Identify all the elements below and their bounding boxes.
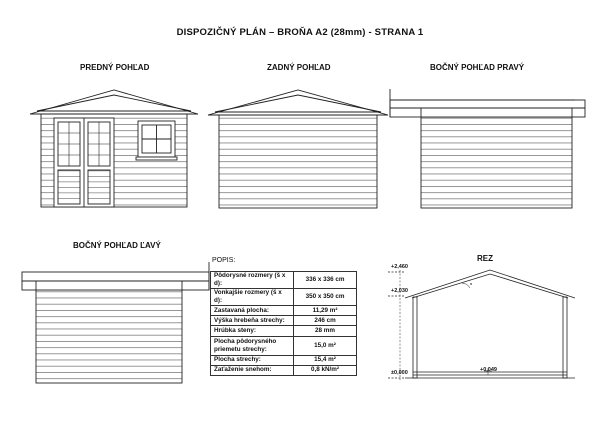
spec-value: 336 x 336 cm [294, 272, 357, 289]
spec-value: 15,4 m² [294, 355, 357, 365]
back-view-label: ZADNÝ POHĽAD [267, 63, 331, 72]
table-row [211, 306, 357, 316]
spec-key: Zaťaženie snehom: [211, 365, 294, 375]
front-view-label: PREDNÝ POHĽAD [80, 63, 150, 72]
spec-key: Hrúbka steny: [211, 326, 294, 336]
table-row [211, 272, 357, 289]
specification-table [210, 271, 357, 376]
spec-value: 15,0 m² [294, 336, 357, 355]
table-row [211, 316, 357, 326]
level-ridge: +2,460 [391, 264, 408, 270]
table-row [211, 365, 357, 375]
back-elevation [208, 90, 388, 208]
side-left-view-label: BOČNÝ POHĽAD ĽAVÝ [73, 241, 161, 250]
popis-label: POPIS: [212, 257, 236, 264]
section-view-label: REZ [477, 254, 493, 263]
spec-value: 350 x 350 cm [294, 289, 357, 306]
table-row [211, 336, 357, 355]
table-row [211, 355, 357, 365]
page-title: DISPOZIČNÝ PLÁN – BROŇA A2 (28mm) - STRANA 1 [176, 27, 424, 38]
spec-value: 11,29 m² [294, 306, 357, 316]
level-ground: ±0,000 [391, 370, 408, 376]
table-row [211, 289, 357, 306]
spec-key: Plocha strechy: [211, 355, 294, 365]
spec-key: Plocha pôdorysného priemetu strechy: [211, 336, 294, 355]
spec-key: Výška hrebeňa strechy: [211, 316, 294, 326]
spec-key: Zastavaná plocha: [211, 306, 294, 316]
section-drawing [388, 270, 575, 380]
roof-angle-label: ° [470, 283, 473, 289]
spec-key: Pôdorysné rozmery (š x d): [211, 272, 294, 289]
side-left-elevation [22, 262, 209, 383]
front-elevation [30, 90, 198, 207]
side-right-elevation [390, 89, 585, 208]
level-eave: +2,030 [391, 288, 408, 294]
spec-value: 28 mm [294, 326, 357, 336]
spec-key: Vonkajšie rozmery (š x d): [211, 289, 294, 306]
level-floor: +0,049 [480, 367, 497, 373]
spec-value: 0,8 kN/m² [294, 365, 357, 375]
spec-value: 246 cm [294, 316, 357, 326]
side-right-view-label: BOČNÝ POHĽAD PRAVÝ [430, 63, 525, 72]
table-row [211, 326, 357, 336]
